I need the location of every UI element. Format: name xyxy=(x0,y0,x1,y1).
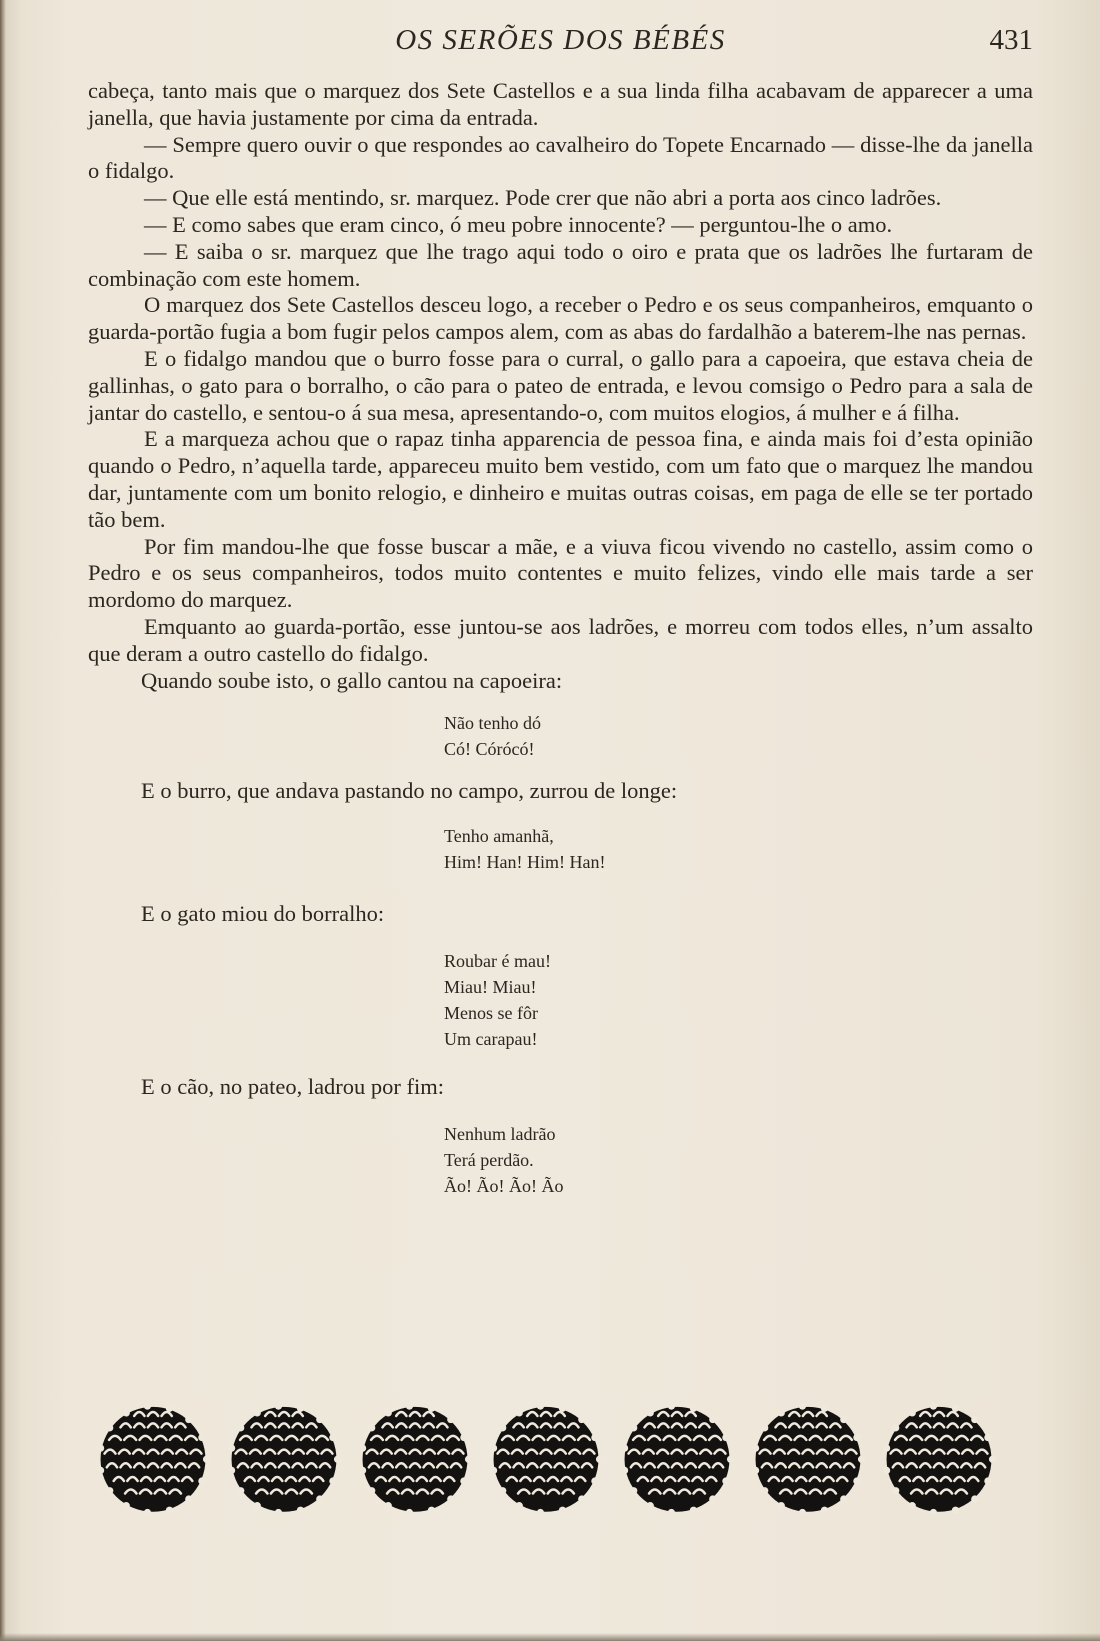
stanza-intro: E o gato miou do borralho: xyxy=(141,901,385,927)
verse-line: Nenhum ladrão xyxy=(444,1123,556,1144)
verse-gallo xyxy=(444,710,1033,762)
verse-burro xyxy=(444,823,1033,875)
page-header xyxy=(88,22,1033,62)
peony-flower-ornament xyxy=(96,1400,210,1514)
paragraph: E a marqueza achou que o rapaz tinha apparencia de pessoa fina, e ainda mais foi d’esta opinião quando o Pedro, n’aquella tarde, appareceu muito bem vestido, com um fato que o marquez lhe mandou dar, juntamente com um bonito relogio, e dinheiro e muitas outras coisas, em paga de elle se ter portado tão bem. xyxy=(88,426,1033,532)
paragraph: — E saiba o sr. marquez que lhe trago aqui todo o oiro e prata que os ladrões lhe furtaram de combinação com este homem. xyxy=(88,238,1033,291)
verse-line: Não tenho dó xyxy=(444,713,541,734)
verse-line: Roubar é mau! xyxy=(444,950,551,971)
verse-line: Terá perdão. xyxy=(444,1149,534,1170)
verse-line: Có! Córócó! xyxy=(444,739,535,760)
paragraph: Por fim mandou-lhe que fosse buscar a mãe, e a viuva ficou vivendo no castello, assim como o Pedro e os seus companheiros, todos muito contentes e muito felizes, vindo elle mais tarde a ser mordomo do marquez. xyxy=(88,533,1033,613)
verse-line: Miau! Miau! xyxy=(444,976,537,997)
peony-flower-ornament xyxy=(489,1400,603,1514)
stanza-intro: E o cão, no pateo, ladrou por fim: xyxy=(141,1073,445,1099)
verse-line: Ão! Ão! Ão! Ão xyxy=(444,1175,564,1196)
page-bottom-edge xyxy=(0,1633,1100,1641)
verse-line: Menos se fôr xyxy=(444,1002,538,1023)
story-text xyxy=(88,78,1033,1199)
running-title: OS SERÕES DOS BÉBÉS xyxy=(395,24,726,56)
paragraph: — Que elle está mentindo, sr. marquez. Pode crer que não abri a porta aos cinco ladrões. xyxy=(144,185,942,211)
ornament-row xyxy=(96,1400,1016,1520)
peony-flower-ornament xyxy=(620,1400,734,1514)
stanza-intro: Quando soube isto, o gallo cantou na capoeira: xyxy=(141,667,563,693)
verse-line: Him! Han! Him! Han! xyxy=(444,852,606,873)
peony-flower-ornament xyxy=(358,1400,472,1514)
paragraph: — Sempre quero ouvir o que respondes ao cavalheiro do Topete Encarnado — disse-lhe da janella o fidalgo. xyxy=(88,131,1033,184)
peony-flower-ornament xyxy=(751,1400,865,1514)
page-number: 431 xyxy=(989,24,1033,56)
peony-flower-ornament xyxy=(882,1400,996,1514)
verse-gato xyxy=(444,948,1033,1052)
paragraph: — E como sabes que eram cinco, ó meu pobre innocente? — perguntou-lhe o amo. xyxy=(144,211,893,237)
paragraph: Emquanto ao guarda-portão, esse juntou-se aos ladrões, e morreu com todos elles, n’um assalto que deram a outro castello do fidalgo. xyxy=(88,613,1033,666)
paragraph: cabeça, tanto mais que o marquez dos Sete Castellos e a sua linda filha acabavam de apparecer a uma janella, que havia justamente por cima da entrada. xyxy=(88,78,1033,130)
stanza-intro: E o burro, que andava pastando no campo, zurrou de longe: xyxy=(141,778,678,804)
paragraph: O marquez dos Sete Castellos desceu logo, a receber o Pedro e os seus companheiros, emquanto o guarda-portão fugia a bom fugir pelos campos alem, com as abas do fardalhão a baterem-lhe nas pernas. xyxy=(88,292,1033,345)
verse-cao xyxy=(444,1121,1033,1199)
verse-line: Tenho amanhã, xyxy=(444,826,554,847)
paragraph: E o fidalgo mandou que o burro fosse para o curral, o gallo para a capoeira, que estava cheia de gallinhas, o gato para o borralho, o cão para o pateo de entrada, e levou comsigo o Pedro para a sala de jantar do castello, e sentou-o á sua mesa, apresentando-o, com muitos elogios, á mulher e á filha. xyxy=(88,345,1033,425)
peony-flower-ornament xyxy=(227,1400,341,1514)
page-binding-edge xyxy=(0,0,6,1641)
verse-line: Um carapau! xyxy=(444,1028,538,1049)
